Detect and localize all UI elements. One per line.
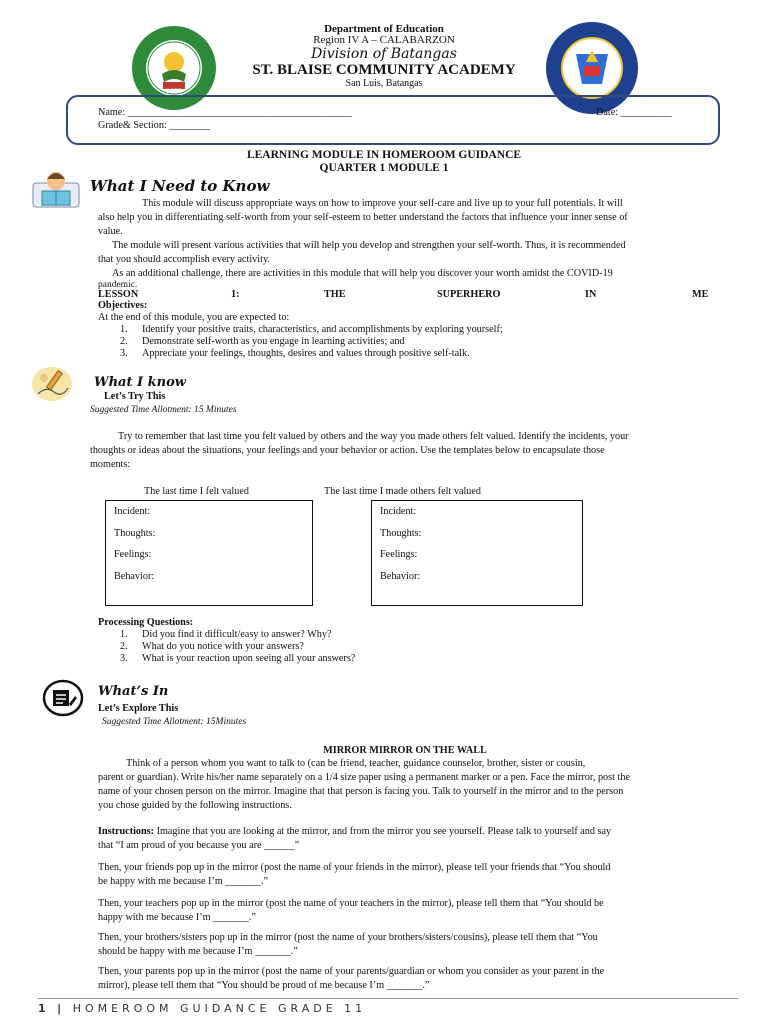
siblings-instruction: Then, your brothers/sisters pop up in the mirror (post the name of your brothers/sisters/cousins), please tell them that “You should be happy with me because I’m _______.”	[98, 932, 598, 957]
seal-year: 1953	[166, 88, 182, 95]
time-allotment: Suggested Time Allotment: 15Minutes	[102, 717, 247, 727]
list-item: 3. Appreciate your feelings, thoughts, desires and values through positive self-talk.	[120, 348, 470, 359]
template-made-others-valued[interactable]	[371, 500, 583, 606]
parents-instruction: Then, your parents pop up in the mirror (post the name of your parents/guardian or whom you consider as your parent in the mirror), please tell them that “You should be proud of me because I’m _______.”	[98, 966, 605, 991]
processing-questions-list	[120, 629, 355, 665]
page-number: 1	[38, 1002, 46, 1015]
section-heading-need-to-know: What I Need to Know	[90, 177, 270, 195]
instructions-block	[98, 825, 712, 853]
processing-questions-label: Processing Questions:	[98, 617, 194, 628]
lesson-word: THE	[324, 289, 346, 300]
field-label: Behavior:	[114, 571, 155, 582]
para-line: thoughts or ideas about the situations, your feelings and your behavior or action. Use the templates below to encapsulate those	[90, 445, 605, 456]
instructions-label: Instructions:	[98, 826, 155, 837]
field-label: Feelings:	[380, 549, 418, 560]
objectives-intro: At the end of this module, you are expected to:	[98, 312, 290, 323]
i-know-paragraph	[90, 430, 712, 472]
para-line: Instructions: Imagine that you are looking at the mirror, and from the mirror you see yourself. Please talk to yourself and say	[98, 826, 612, 837]
student-info-box	[66, 95, 720, 145]
school-address: San Luis, Batangas	[345, 78, 423, 89]
list-item: 2. Demonstrate self-worth as you engage in learning activities; and	[120, 336, 405, 347]
objectives-list	[120, 324, 503, 360]
para-line: As an additional challenge, there are activities in this module that will help you discover your worth amidst the COVID-19	[112, 268, 613, 279]
para-line: name of your chosen person on the mirror. Imagine that that person is facing you. Talk to yourself in the mirror and to the person	[98, 786, 624, 797]
activity-subheading: Let’s Explore This	[98, 703, 179, 714]
para-line: pandemic.	[98, 280, 138, 290]
need-to-know-paragraphs	[98, 197, 712, 290]
pencil-writing-icon	[30, 364, 74, 404]
module-title: LEARNING MODULE IN HOMEROOM GUIDANCE	[246, 149, 522, 161]
para-line: also help you in differentiating self-worth from your self-esteem to better understand the factors that influence your inner sense of	[98, 212, 628, 223]
school-name: ST. BLAISE COMMUNITY ACADEMY	[252, 62, 516, 78]
para-line: you chose guided by the following instructions.	[98, 800, 292, 811]
list-item: 1. Identify your positive traits, characteristics, and accomplishments by exploring yourself;	[120, 324, 503, 335]
list-item: 1. Did you find it difficult/easy to answer? Why?	[120, 629, 332, 640]
template-left-title: The last time I felt valued	[144, 486, 249, 497]
reader-icon	[30, 167, 82, 211]
footer-separator: |	[57, 1002, 62, 1015]
para-line: parent or guardian). Write his/her name separately on a 1/4 size paper using a permanent marker or a pen. Face the mirror, post the	[98, 772, 630, 783]
field-label: Thoughts:	[114, 528, 156, 539]
lesson-word: IN	[585, 289, 597, 300]
para-line: that “I am proud of you because you are ______”	[98, 840, 300, 851]
name-field[interactable]: Name: ____________________________________________	[98, 107, 352, 118]
grade-section-field[interactable]: Grade& Section: ________	[98, 120, 211, 131]
template-right-title: The last time I made others felt valued	[324, 486, 482, 497]
time-allotment: Suggested Time Allotment: 15 Minutes	[90, 405, 237, 415]
whats-in-paragraph	[98, 757, 712, 813]
objectives-label: Objectives:	[98, 300, 148, 311]
activity-title: MIRROR MIRROR ON THE WALL	[323, 745, 487, 756]
region-name: Region IV A – CALABARZON	[313, 34, 455, 46]
para-line: This module will discuss appropriate ways on how to improve your self-care and live up to your full potentials. It will	[142, 198, 623, 209]
para-line: The module will present various activities that will help you develop and strengthen your self-worth. Thus, it is recommended	[112, 240, 626, 251]
friends-instruction: Then, your friends pop up in the mirror (post the name of your friends in the mirror), please tell your friends that “You should be happy with me because I’m _______.”	[98, 862, 611, 887]
footer-text: HOMEROOM GUIDANCE GRADE 11	[72, 1002, 367, 1015]
lesson-word: ME	[692, 289, 709, 300]
teachers-instruction: Then, your teachers pop up in the mirror (post the name of your teachers in the mirror), please tell them that “You should be happy with me because I’m _______.”	[98, 898, 604, 923]
section-heading-i-know: What I know	[94, 375, 186, 390]
department-name: Department of Education	[324, 23, 444, 35]
field-label: Behavior:	[380, 571, 421, 582]
notepad-icon	[42, 678, 84, 718]
activity-subheading: Let’s Try This	[104, 391, 166, 402]
para-line: Try to remember that last time you felt valued by others and the way you made others felt valued. Identify the incidents, your	[118, 431, 629, 442]
field-label: Incident:	[380, 506, 417, 517]
field-label: Feelings:	[114, 549, 152, 560]
para-line: value.	[98, 226, 123, 237]
lesson-word: 1:	[231, 289, 240, 300]
list-item: 2. What do you notice with your answers?	[120, 641, 304, 652]
lesson-title	[98, 288, 712, 302]
para-line: Think of a person whom you want to talk to (can be friend, teacher, guidance counselor, brother, sister or cousin,	[126, 758, 586, 769]
field-label: Thoughts:	[380, 528, 422, 539]
lesson-word: LESSON	[98, 289, 139, 300]
field-label: Incident:	[114, 506, 151, 517]
para-line: moments:	[90, 459, 131, 470]
list-item: 3. What is your reaction upon seeing all your answers?	[120, 653, 356, 664]
section-heading-whats-in: What’s In	[98, 684, 169, 699]
para-line: that you should accomplish every activity.	[98, 254, 270, 265]
date-field[interactable]: Date: __________	[596, 107, 672, 118]
page-footer	[38, 998, 738, 1015]
lesson-word: SUPERHERO	[437, 289, 501, 300]
module-subtitle: QUARTER 1 MODULE 1	[319, 162, 449, 174]
template-felt-valued[interactable]	[105, 500, 313, 606]
division-name: Division of Batangas	[311, 46, 457, 62]
